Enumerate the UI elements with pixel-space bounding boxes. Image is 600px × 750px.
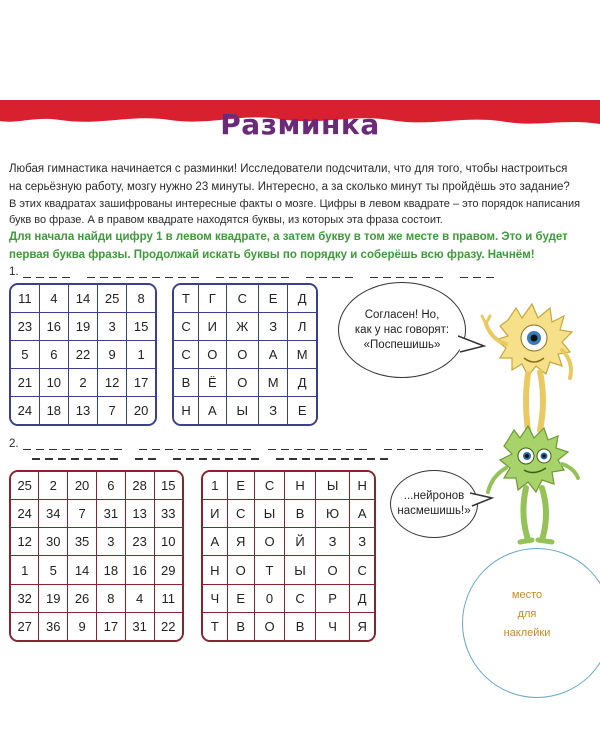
grid-cell: Н	[174, 397, 199, 424]
grid-cell: 16	[39, 312, 68, 340]
answer-line-2[interactable]	[9, 438, 500, 450]
numbers-grid-2	[9, 470, 184, 642]
grid-cell: Т	[254, 556, 285, 584]
answer-line-2b[interactable]	[32, 458, 405, 460]
grid-cell: 1	[203, 472, 227, 499]
grid-cell: 18	[39, 397, 68, 424]
grid-row	[11, 397, 155, 424]
grid-cell: Г	[199, 285, 227, 312]
grid-cell: 5	[11, 340, 39, 368]
grid-cell: 32	[11, 584, 39, 612]
grid-row	[174, 285, 316, 312]
intro-text	[9, 160, 594, 264]
grid-row	[11, 556, 182, 584]
grid-cell: 13	[68, 397, 97, 424]
grid-cell: Н	[203, 556, 227, 584]
grid-cell: 6	[96, 472, 125, 499]
grid-cell: 9	[98, 340, 127, 368]
grid-cell: В	[285, 613, 316, 640]
page-title: Разминка	[220, 108, 380, 141]
grid-row	[11, 528, 182, 556]
grid-cell: С	[174, 312, 199, 340]
grid-row	[203, 528, 374, 556]
intro-line: Любая гимнастика начинается с разминки! Исследователи подсчитали, что для того, чтобы настроиться	[9, 163, 568, 175]
grid-row	[174, 397, 316, 424]
grid-cell: А	[350, 499, 374, 527]
grid-cell: 28	[125, 472, 154, 499]
grid-cell: М	[288, 340, 316, 368]
grid-cell: 1	[127, 340, 155, 368]
grid-row	[174, 340, 316, 368]
numbers-grid-1	[9, 283, 157, 426]
grid-row	[203, 613, 374, 640]
grid-cell: 22	[68, 340, 97, 368]
grid-cell: 8	[96, 584, 125, 612]
grid-cell: 0	[254, 584, 285, 612]
grid-cell: 19	[39, 584, 68, 612]
grid-cell: 33	[154, 499, 182, 527]
grid-cell: 11	[11, 285, 39, 312]
grid-cell: 20	[68, 472, 97, 499]
grid-row	[11, 340, 155, 368]
grid-cell: 12	[98, 369, 127, 397]
grid-cell: С	[254, 472, 285, 499]
grid-cell: С	[174, 340, 199, 368]
grid-cell: 14	[68, 285, 97, 312]
grid-cell: А	[258, 340, 287, 368]
grid-cell: О	[254, 613, 285, 640]
grid-cell: О	[199, 340, 227, 368]
grid-cell: Ы	[226, 397, 258, 424]
grid-cell: 17	[96, 613, 125, 640]
grid-cell: А	[203, 528, 227, 556]
grid-cell: С	[227, 499, 254, 527]
grid-cell: 18	[96, 556, 125, 584]
grid-cell: 22	[154, 613, 182, 640]
grid-cell: О	[315, 556, 350, 584]
grid-cell: Е	[288, 397, 316, 424]
grid-cell: 27	[11, 613, 39, 640]
monsters-illustration-icon	[462, 300, 600, 560]
grid-cell: 13	[125, 499, 154, 527]
grid-cell: 11	[154, 584, 182, 612]
grid-cell: 23	[11, 312, 39, 340]
grid-cell: Ж	[226, 312, 258, 340]
bubble-text: насмешишь!»	[397, 505, 471, 517]
sticker-label-line: наклейки	[503, 627, 551, 639]
grid-cell: 6	[39, 340, 68, 368]
grid-cell: 15	[154, 472, 182, 499]
grid-cell: Ч	[315, 613, 350, 640]
grid-row	[11, 613, 182, 640]
grid-cell: 2	[39, 472, 68, 499]
grid-cell: Я	[227, 528, 254, 556]
grid-cell: Д	[288, 369, 316, 397]
grid-row	[11, 369, 155, 397]
intro-line: В этих квадратах зашифрованы интересные факты о мозге. Цифры в левом квадрате – это порядок написания	[9, 198, 581, 210]
grid-cell: 29	[154, 556, 182, 584]
grid-cell: М	[258, 369, 287, 397]
grid-cell: Ы	[254, 499, 285, 527]
grid-cell: 17	[127, 369, 155, 397]
grid-cell: Ю	[315, 499, 350, 527]
grid-row	[11, 285, 155, 312]
grid-cell: В	[227, 613, 254, 640]
grid-cell: 25	[11, 472, 39, 499]
grid-row	[203, 556, 374, 584]
bubble-text: Согласен! Но,	[364, 308, 440, 321]
grid-cell: 1	[11, 556, 39, 584]
grid-cell: Ы	[315, 472, 350, 499]
grid-cell: 31	[96, 499, 125, 527]
grid-cell: 35	[68, 528, 97, 556]
grid-cell: 10	[154, 528, 182, 556]
grid-cell: Я	[350, 613, 374, 640]
grid-cell: Е	[258, 285, 287, 312]
grid-cell: З	[315, 528, 350, 556]
grid-cell: З	[258, 397, 287, 424]
sticker-label-line: место	[511, 589, 543, 601]
grid-cell: Т	[203, 613, 227, 640]
grid-cell: В	[285, 499, 316, 527]
grid-row	[203, 499, 374, 527]
grid-cell: 12	[11, 528, 39, 556]
grid-cell: И	[199, 312, 227, 340]
grid-cell: 36	[39, 613, 68, 640]
grid-row	[203, 472, 374, 499]
grid-cell: 3	[98, 312, 127, 340]
grid-cell: О	[254, 528, 285, 556]
grid-cell: З	[258, 312, 287, 340]
grid-cell: Й	[285, 528, 316, 556]
grid-cell: 16	[125, 556, 154, 584]
grid-cell: С	[226, 285, 258, 312]
grid-cell: Ч	[203, 584, 227, 612]
grid-cell: 2	[68, 369, 97, 397]
grid-cell: 26	[68, 584, 97, 612]
grid-cell: С	[350, 556, 374, 584]
grid-cell: 25	[98, 285, 127, 312]
grid-cell: 3	[96, 528, 125, 556]
grid-cell: О	[226, 340, 258, 368]
grid-cell: 21	[11, 369, 39, 397]
grid-cell: Д	[288, 285, 316, 312]
grid-cell: 9	[68, 613, 97, 640]
grid-cell: 31	[125, 613, 154, 640]
grid-cell: 8	[127, 285, 155, 312]
speech-bubble-top	[338, 282, 466, 378]
grid-row	[11, 312, 155, 340]
grid-cell: 4	[39, 285, 68, 312]
grid-row	[11, 584, 182, 612]
grid-cell: 15	[127, 312, 155, 340]
grid-cell: А	[199, 397, 227, 424]
grid-cell: Ё	[199, 369, 227, 397]
grid-cell: О	[226, 369, 258, 397]
grid-cell: 4	[125, 584, 154, 612]
sticker-label-line: для	[517, 608, 537, 620]
grid-cell: Н	[285, 472, 316, 499]
instruction-line: первая буква фразы. Продолжай искать буквы по порядку и соберёшь всю фразу. Начнём!	[9, 249, 535, 261]
task-number: 2.	[9, 438, 19, 450]
grid-cell: Т	[174, 285, 199, 312]
letters-grid-1	[172, 283, 318, 426]
grid-cell: З	[350, 528, 374, 556]
instruction-line: Для начала найди цифру 1 в левом квадрате, а затем букву в том же месте в правом. Это и будет	[9, 231, 568, 243]
grid-cell: 7	[98, 397, 127, 424]
grid-cell: Р	[315, 584, 350, 612]
grid-cell: Л	[288, 312, 316, 340]
grid-cell: Е	[227, 584, 254, 612]
grid-cell: Д	[350, 584, 374, 612]
grid-cell: 5	[39, 556, 68, 584]
grid-cell: 10	[39, 369, 68, 397]
bubble-text: как у нас говорят:	[354, 323, 450, 336]
grid-cell: Ы	[285, 556, 316, 584]
grid-cell: Н	[350, 472, 374, 499]
grid-cell: 24	[11, 499, 39, 527]
bubble-text: ...нейронов	[403, 490, 465, 502]
grid-row	[174, 369, 316, 397]
grid-cell: 23	[125, 528, 154, 556]
grid-cell: 30	[39, 528, 68, 556]
grid-row	[11, 472, 182, 499]
grid-cell: И	[203, 499, 227, 527]
sticker-label	[462, 586, 592, 643]
grid-cell: 14	[68, 556, 97, 584]
letters-grid-2	[201, 470, 376, 642]
grid-cell: 24	[11, 397, 39, 424]
grid-cell: 7	[68, 499, 97, 527]
grid-cell: 34	[39, 499, 68, 527]
grid-row	[11, 499, 182, 527]
grid-cell: О	[227, 556, 254, 584]
answer-line-1[interactable]	[9, 266, 511, 278]
intro-line: на серьёзную работу, мозгу нужно 23 минуты. Интересно, а за сколько минут ты пройдёшь это задание?	[9, 181, 570, 193]
grid-cell: В	[174, 369, 199, 397]
task-number: 1.	[9, 266, 19, 278]
grid-cell: Е	[227, 472, 254, 499]
bubble-text: «Поспешишь»	[363, 338, 441, 351]
grid-cell: С	[285, 584, 316, 612]
grid-cell: 19	[68, 312, 97, 340]
grid-row	[203, 584, 374, 612]
intro-line: букв во фразе. А в правом квадрате находятся буквы, из которых эта фраза состоит.	[9, 214, 443, 226]
grid-cell: 20	[127, 397, 155, 424]
grid-row	[174, 312, 316, 340]
